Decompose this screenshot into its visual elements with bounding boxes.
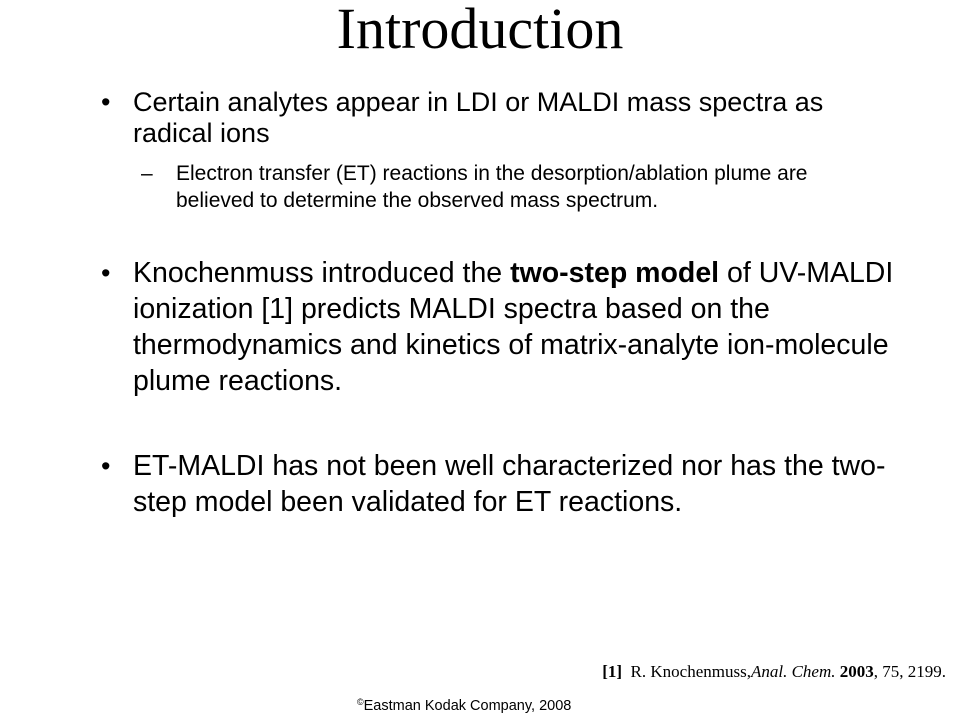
footnote-year: 2003 [839,662,874,681]
bullet-text-emphasis: two-step model [510,257,720,289]
bullet-text [133,255,901,399]
sub-bullet-electron-transfer [141,160,841,214]
footnote-citation [602,662,946,682]
footnote-author: R. Knochenmuss, [630,662,751,681]
bullet-marker: • [101,451,111,481]
sub-bullet-marker: – [141,162,153,185]
footnote-volume-pages: , 75, 2199. [873,662,946,681]
bullet-text-start: Knochenmuss introduced the [133,257,511,289]
bullet-text-end: of UV-MALDI ionization [1] predicts MALDI spectra based on the thermodynamics and kinetics of matrix-analyte ion-molecule plume reactions. [133,257,894,397]
bullet-radical-ions [101,87,901,149]
bullet-marker: • [101,87,111,117]
copyright-text: Eastman Kodak Company, 2008 [363,698,572,714]
bullet-marker: • [101,258,111,288]
copyright-notice [357,697,571,714]
sub-bullet-text: Electron transfer (ET) reactions in the desorption/ablation plume are believed to determine the observed mass spectrum. [176,162,808,212]
bullet-two-step-model [101,255,901,399]
bullet-text: Certain analytes appear in LDI or MALDI mass spectra as radical ions [133,87,824,148]
footnote-journal: Anal. Chem. [750,662,836,681]
copyright-symbol: © [357,697,364,707]
bullet-et-maldi [101,448,901,520]
slide-title: Introduction [336,0,624,61]
bullet-text: ET-MALDI has not been well characterized nor has the two-step model been validated for ET reactions. [133,450,886,518]
footnote-ref: [1] [602,662,623,681]
